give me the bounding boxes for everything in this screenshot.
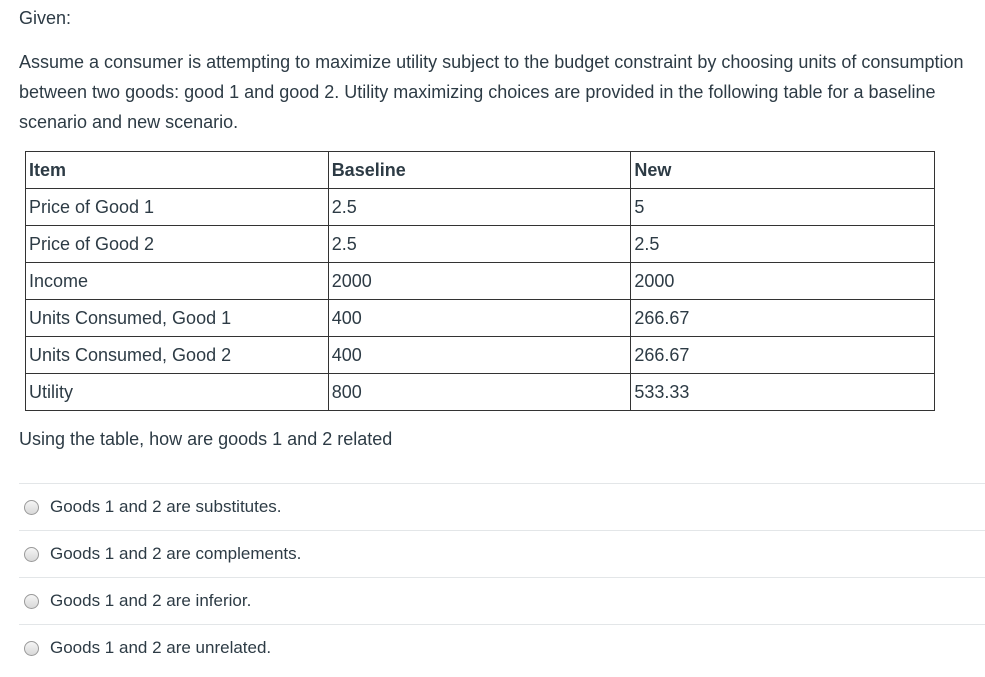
- answer-option-unrelated[interactable]: [19, 624, 985, 671]
- table-row: [26, 189, 935, 226]
- answer-label[interactable]: Goods 1 and 2 are inferior.: [50, 591, 252, 610]
- radio-button[interactable]: [24, 500, 39, 515]
- header-new: New: [631, 152, 935, 189]
- new-value: 5: [631, 189, 935, 226]
- table-row: [26, 226, 935, 263]
- table-header-row: [26, 152, 935, 189]
- radio-button[interactable]: [24, 547, 39, 562]
- row-label: Units Consumed, Good 1: [26, 300, 329, 337]
- answer-label[interactable]: Goods 1 and 2 are unrelated.: [50, 638, 272, 657]
- baseline-value: 2.5: [328, 189, 631, 226]
- answer-label[interactable]: Goods 1 and 2 are substitutes.: [50, 497, 282, 516]
- baseline-value: 400: [328, 337, 631, 374]
- row-label: Utility: [26, 374, 329, 411]
- header-item: Item: [26, 152, 329, 189]
- table-row: [26, 300, 935, 337]
- new-value: 266.67: [631, 300, 935, 337]
- table-row: [26, 337, 935, 374]
- answer-option-complements[interactable]: [19, 530, 985, 577]
- table-row: [26, 263, 935, 300]
- answer-option-substitutes[interactable]: [19, 483, 985, 530]
- row-label: Price of Good 1: [26, 189, 329, 226]
- table-row: [26, 374, 935, 411]
- radio-button[interactable]: [24, 594, 39, 609]
- baseline-value: 2.5: [328, 226, 631, 263]
- new-value: 533.33: [631, 374, 935, 411]
- answer-options: [19, 483, 985, 671]
- answer-option-inferior[interactable]: [19, 577, 985, 624]
- baseline-value: 2000: [328, 263, 631, 300]
- baseline-value: 800: [328, 374, 631, 411]
- baseline-value: 400: [328, 300, 631, 337]
- header-baseline: Baseline: [328, 152, 631, 189]
- row-label: Units Consumed, Good 2: [26, 337, 329, 374]
- answer-label[interactable]: Goods 1 and 2 are complements.: [50, 544, 302, 563]
- new-value: 2000: [631, 263, 935, 300]
- radio-button[interactable]: [24, 641, 39, 656]
- row-label: Income: [26, 263, 329, 300]
- question-text: Using the table, how are goods 1 and 2 related: [19, 429, 393, 449]
- new-value: 2.5: [631, 226, 935, 263]
- scenario-table: [25, 151, 935, 411]
- new-value: 266.67: [631, 337, 935, 374]
- problem-statement: Assume a consumer is attempting to maximize utility subject to the budget constraint by choosing units of consumption between two goods: good 1 and good 2. Utility maximizing choices are provided in the following table for a baseline scenario and new scenario.: [19, 52, 964, 132]
- row-label: Price of Good 2: [26, 226, 329, 263]
- given-heading: Given:: [19, 8, 72, 28]
